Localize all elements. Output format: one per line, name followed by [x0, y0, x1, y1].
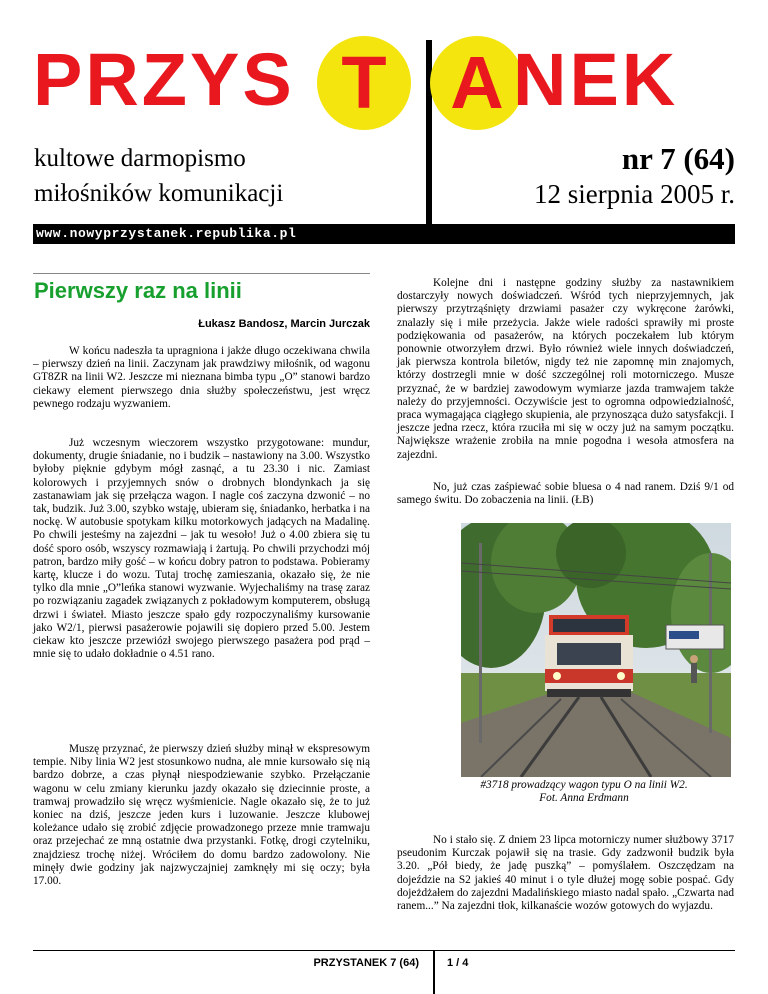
tram-photo: [461, 523, 731, 777]
masthead-letter-a: A: [450, 41, 504, 124]
footer-page-number: 1 / 4: [447, 957, 469, 969]
paragraph: W końcu nadeszła ta upragniona i jakże długo oczekiwana chwila – pierwszy dzień na linii. Zaczynam jak prawdziwy miłośnik, od wagonu GT8ZR na linii W2. Jeszcze mi nieznana bimba typu „O” stanowi bardzo ciekawy element pierwszego dnia służby społeczeństwu, jest wręcz pewnego rodzaju wyzwaniem.: [33, 345, 370, 410]
masthead-logo-left: PRZYS: [33, 38, 295, 121]
article-column-left-block-2: [33, 437, 370, 661]
paragraph: Muszę przyznać, że pierwszy dzień służby minął w ekspresowym tempie. Niby linia W2 jest stosunkowo nudna, ale mnie kursowało się nią bardzo dobrze, a czas płynął niespodziewanie szybko. Przełączanie wagonu w celu zmiany kierunku jazdy okazało się dziecinnie proste, a tramwaj prowadziło się wręcz wyśmienicie. Nagle okazało się, że to już koniec na dziś, jeszcze jeden kurs i luzowanie. Jeszcze klubowej koleżance udało się zrobić zdjęcie prowadzonego przeze mnie tramwaju oraz przejechać ze mną ostatnie dwa przystanki. Fotkę, drogi czytelniku, znajdziesz trochę niżej. Wróciłem do domu bardzo zadowolony. Nie minęły dwie godziny jak najzwyczajniej zamknęły mi się oczy; była 17.00.: [33, 743, 370, 888]
article-title: Pierwszy raz na linii: [34, 278, 242, 303]
title-rule: [33, 273, 370, 274]
url-bar: [33, 224, 735, 244]
article-column-left-block-3: [33, 743, 370, 888]
masthead-tagline-1: kultowe darmopismo: [34, 145, 246, 172]
article-authors: Łukasz Bandosz, Marcin Jurczak: [198, 318, 370, 330]
paragraph: No, już czas zaśpiewać sobie bluesa o 4 nad ranem. Dziś 9/1 od samego świtu. Do zobaczenia na linii. (ŁB): [397, 481, 734, 507]
masthead-letter-t: T: [341, 41, 387, 124]
masthead-circle-t: [317, 36, 411, 130]
article-column-right-block-1: [397, 277, 734, 462]
masthead-tagline-2: miłośników komunikacji: [34, 180, 284, 207]
article-column-right-block-2: [397, 481, 734, 507]
paragraph: Już wczesnym wieczorem wszystko przygotowane: mundur, dokumenty, drugie śniadanie, no i budzik – nastawiony na 3.00. Wszystko byłoby pięknie gdybym mógł zasnąć, a tu 23.30 i nic. Zamiast kolorowych i przyjemnych snów o drobnych blondynkach ja się zastanawiam jak się przełącza wagon. I nagle coś zaczyna dzwonić – no tak, budzik. Już 3.00, szybko wstaję, ubieram się, śniadanko, herbatka i na nockę. W autobusie spotykam kilku motorkowych jadących na Madalinę. Po chwili jesteśmy na zajezdni – jak tu wesoło! Już o 4.00 zbiera się tu dość sporo osób, wszyscy rozmawiają i żartują. Po chwili przychodzi mój patron, bardzo miły gość – w końcu dobry patron to podstawa. Pobieramy kartę, klucze i do wozu. Tutaj trochę zamieszania, okazało się, że nie tylko dla mnie „O”leńka stanowi wyzwanie. Wyjechaliśmy na trasę zaraz po rozwiązaniu zagadek związanych z pokładowym komputerem, obsługą drzwi i świateł. Miasto jeszcze spało gdy rozpoczynaliśmy kursowanie jako W2/1, pierwsi pasażerowie pojawili się dopiero przed 5.00. Jestem ciekaw kto jeszcze przewiózł swojego pierwszego pasażera pod prąd – mnie się to udało dokładnie o 4.51 rano.: [33, 437, 370, 661]
issue-date: 12 sierpnia 2005 r.: [534, 179, 735, 209]
article-column-left-block-1: [33, 345, 370, 411]
issue-number: nr 7 (64): [621, 141, 735, 176]
article-column-right-block-3: [397, 834, 734, 913]
footer-publication: PRZYSTANEK 7 (64): [313, 957, 419, 969]
website-url[interactable]: www.nowyprzystanek.republika.pl: [36, 226, 297, 241]
footer-divider: [433, 950, 435, 994]
masthead-circle-a: [430, 36, 524, 130]
paragraph: Kolejne dni i następne godziny służby za nastawnikiem dostarczyły nowych doświadczeń. Wśród tych nieprzyjemnych, jak pierwszy przytrząśnięty drzwiami pasażer czy wykręcone żarówki, znalazły się i miłe przeżycia. Jakże wiele radości sprawiły mi proste podziękowania od pasażerów, na których poczekałem lub którym ponownie otworzyłem drzwi. Było również wiele innych doświadczeń, jak pierwsza kontrola biletów, nigdy też nie zapomnę min znajomych, którzy dostrzegli mnie w dość szczególnej roli motorniczego. Musze przyznać, że w bardziej zawodowym wymiarze jazda tramwajem także należy do przyjemności. Oczywiście jest to ogromna odpowiedzialność, praca wymagająca ciągłego skupienia, ale przynosząca dużo satysfakcji. I jeszcze jedna rzecz, która rzuciła mi się w oczy już na samym początku. Największe wrażenie zrobiła na mnie pogodna i wesoła atmosfera na zajezdni.: [397, 277, 734, 461]
footer-rule: [33, 950, 735, 951]
photo-credit: Fot. Anna Erdmann: [539, 792, 629, 805]
photo-caption-line-1: #3718 prowadzący wagon typu O na linii W2.: [480, 779, 688, 791]
paragraph: No i stało się. Z dniem 23 lipca motorniczy numer służbowy 3717 pseudonim Kurczak pojawił się na trasie. Gdy zadzwonił budzik była 3.20. „Pół biedy, że jadę puszką” – pomyślałem. Oszczędzam na dojeździe na S2 jakieś 40 minut i o tyle dłużej mogę sobie pospać. Gdy dojeżdżałem do zajezdni Madalińskiego miasto nadal spało. „Czwarta nad ranem...” Na zajezdni tłok, kilkanaście wozów gotowych do wyjazdu.: [397, 834, 734, 913]
masthead-logo-right: NEK: [513, 38, 679, 121]
photo-caption: [430, 779, 738, 805]
